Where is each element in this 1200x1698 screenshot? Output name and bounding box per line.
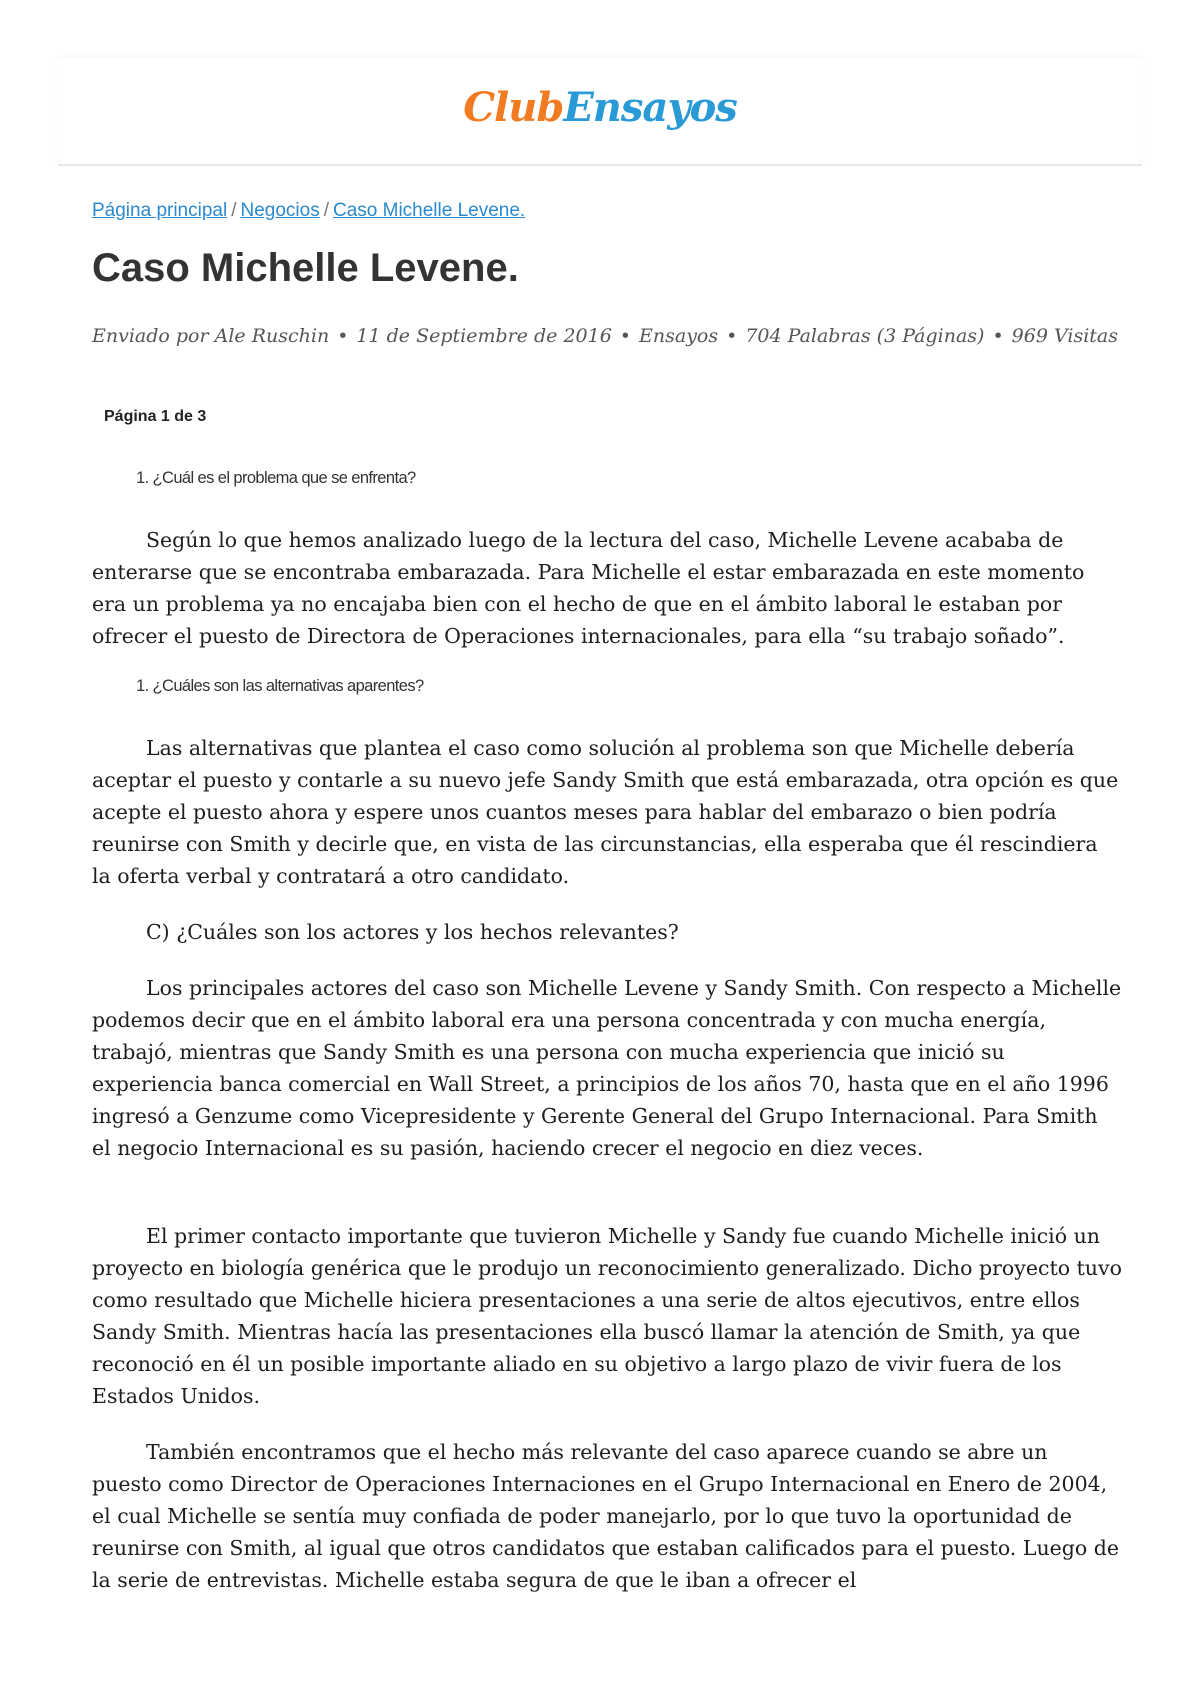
article-meta xyxy=(92,322,1118,350)
breadcrumb-separator: / xyxy=(323,200,329,221)
page-title: Caso Michelle Levene. xyxy=(92,246,519,290)
paragraph-3: Los principales actores del caso son Michelle Levene y Sandy Smith. Con respecto a Michelle podemos decir que en el ámbito laboral era una persona concentrada y con mucha energía, trabajó, mientras que Sandy Smith es una persona con mucha experiencia que inició su experiencia banca comercial en Wall Street, a principios de los años 70, hasta que en el año 1996 ingresó a Genzume como Vicepresidente y Gerente General del Grupo Internacional. Para Smith el negocio Internacional es su pasión, haciendo crecer el negocio en diez veces. xyxy=(92,976,1122,1160)
meta-separator: • xyxy=(337,325,349,347)
article-header xyxy=(92,196,1118,350)
document-body xyxy=(92,466,1122,1596)
paragraph-4: El primer contacto importante que tuvieron Michelle y Sandy fue cuando Michelle inició un proyecto en biología genérica que le produjo un reconocimiento generalizado. Dicho proyecto tuvo como resultado que Michelle hiciera presentaciones a una serie de altos ejecutivos, entre ellos Sandy Smith. Mientras hacía las presentaciones ella buscó llamar la atención de Smith, ya que reconoció en él un posible importante aliado en su objetivo a largo plazo de vivir fuera de los Estados Unidos. xyxy=(92,1224,1122,1408)
question-1: 1. ¿Cuál es el problema que se enfrenta? xyxy=(136,469,416,487)
logo-club-text: Club xyxy=(463,84,564,131)
meta-separator: • xyxy=(726,325,738,347)
meta-type: Ensayos xyxy=(639,325,719,347)
site-logo[interactable] xyxy=(58,84,1142,131)
question-2: 1. ¿Cuáles son las alternativas aparentes? xyxy=(136,677,424,695)
paragraph-1: Según lo que hemos analizado luego de la lectura del caso, Michelle Levene acababa de enterarse que se encontraba embarazada. Para Michelle el estar embarazada en este momento era un problema ya no encajaba bien con el hecho de que en el ámbito laboral le estaban por ofrecer el puesto de Directora de Operaciones internacionales, para ella “su trabajo soñado”. xyxy=(92,528,1085,648)
question-3-heading: C) ¿Cuáles son los actores y los hechos relevantes? xyxy=(146,920,679,944)
breadcrumb-home-link[interactable]: Página principal xyxy=(92,200,228,221)
breadcrumb xyxy=(92,196,1112,226)
paragraph-2: Las alternativas que plantea el caso como solución al problema son que Michelle debería aceptar el puesto y contarle a su nuevo jefe Sandy Smith que está embarazada, otra opción es que acepte el puesto ahora y espere unos cuantos meses para hablar del embarazo o bien podría reunirse con Smith y decirle que, en vista de las circunstancias, ella esperaba que él rescindiera la oferta verbal y contratará a otro candidato. xyxy=(92,736,1119,888)
meta-date: 11 de Septiembre de 2016 xyxy=(356,325,612,347)
logo-ensayos-text: Ensayos xyxy=(563,84,737,131)
meta-visits: 969 Visitas xyxy=(1011,325,1118,347)
meta-separator: • xyxy=(992,325,1004,347)
meta-separator: • xyxy=(619,325,632,347)
page-number-label: Página 1 de 3 xyxy=(104,408,207,425)
breadcrumb-separator: / xyxy=(231,200,237,221)
breadcrumb-current-link[interactable]: Caso Michelle Levene. xyxy=(332,200,526,221)
site-header xyxy=(58,58,1142,166)
paragraph-5: También encontramos que el hecho más relevante del caso aparece cuando se abre un puesto como Director de Operaciones Internaciones en el Grupo Internacional en Enero de 2004, el cual Michelle se sentía muy confiada de poder manejarlo, por lo que tuvo la oportunidad de reunirse con Smith, al igual que otros candidatos que estaban calificados para el puesto. Luego de la serie de entrevistas. Michelle estaba segura de que le iban a ofrecer el xyxy=(92,1440,1120,1592)
meta-words: 704 Palabras (3 Páginas) xyxy=(745,325,985,347)
breadcrumb-category-link[interactable]: Negocios xyxy=(240,200,320,221)
meta-author: Enviado por Ale Ruschin xyxy=(92,325,330,347)
